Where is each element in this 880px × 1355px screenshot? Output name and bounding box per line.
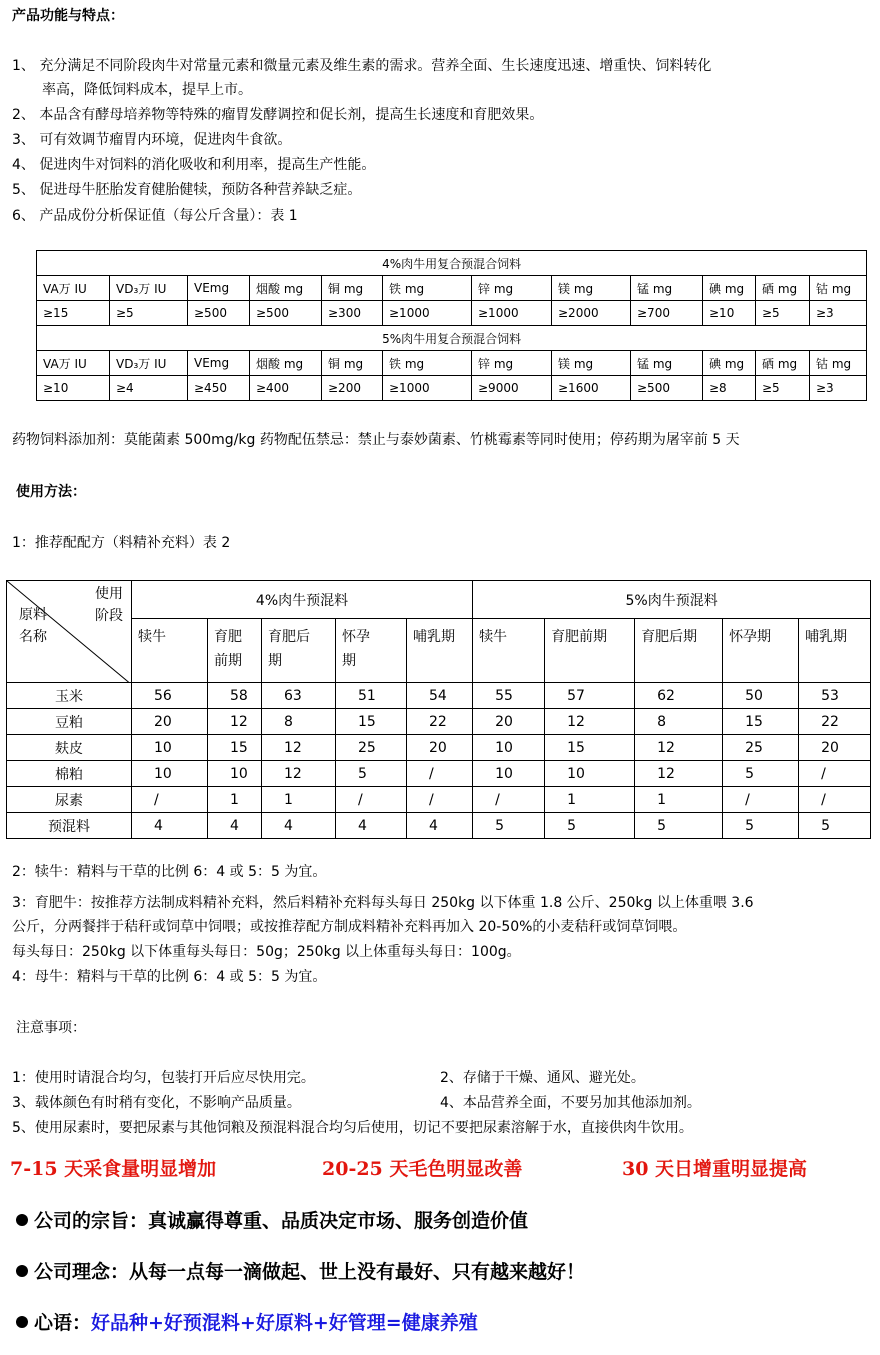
- formula-value-cell: /: [336, 787, 407, 813]
- formula-value-cell: /: [473, 787, 545, 813]
- formula-value-cell: 1: [208, 787, 262, 813]
- formula-value-cell: 10: [545, 761, 635, 787]
- formula-value-cell: 55: [473, 683, 545, 709]
- nutrient-value-row: [37, 376, 867, 401]
- formula-value-cell: /: [132, 787, 208, 813]
- formula-value-cell: 10: [473, 761, 545, 787]
- formula-value-cell: /: [799, 761, 871, 787]
- nutrient-value-cell: ≥5: [110, 301, 188, 326]
- precaution-4: 4、本品营养全面，不要另加其他添加剂。: [440, 1095, 701, 1111]
- material-name-cell: 麸皮: [7, 735, 132, 761]
- nutrient-value-cell: ≥3: [810, 376, 867, 401]
- words-label: 心语：: [34, 1312, 92, 1334]
- nutrient-value-cell: ≥8: [703, 376, 756, 401]
- formula-value-cell: 1: [262, 787, 336, 813]
- feature-item-5: 5、 促进母牛胚胎发育健胎健犊，预防各种营养缺乏症。: [12, 182, 362, 198]
- formula-value-cell: 20: [799, 735, 871, 761]
- feature-item-1: 1、 充分满足不同阶段肉牛对常量元素和微量元素及维生素的需求。营养全面、生长速度迅速、增重快、饲料转化: [12, 58, 712, 74]
- formula-value-cell: /: [723, 787, 799, 813]
- nutrient-value-cell: ≥500: [188, 301, 250, 326]
- nutrient-value-cell: ≥1000: [472, 301, 552, 326]
- table-row: [7, 761, 871, 787]
- formula-value-cell: 4: [407, 813, 473, 839]
- tenet-text: 真诚赢得尊重、品质决定市场、服务创造价值: [148, 1210, 529, 1232]
- nutrient-value-cell: ≥1600: [552, 376, 631, 401]
- stage-header-cell: 犊牛: [132, 619, 208, 683]
- nutrient-header-cell: 钴 mg: [810, 351, 867, 376]
- bullet-dot-icon: [16, 1265, 28, 1277]
- nutrient-header-cell: 钴 mg: [810, 276, 867, 301]
- corner-label-stage: 使用 阶段: [95, 586, 123, 624]
- formula-value-cell: 5: [723, 813, 799, 839]
- nutrient-header-cell: 烟酸 mg: [250, 351, 322, 376]
- formula-value-cell: 4: [208, 813, 262, 839]
- precaution-2: 2、存储于干燥、通风、避光处。: [440, 1070, 645, 1086]
- formula-value-cell: 20: [473, 709, 545, 735]
- formula-value-cell: 10: [473, 735, 545, 761]
- nutrient-value-cell: ≥200: [322, 376, 383, 401]
- formula-value-cell: 22: [799, 709, 871, 735]
- stage-header-cell: 哺乳期: [407, 619, 473, 683]
- formula-value-cell: 5: [723, 761, 799, 787]
- formula-value-cell: 4: [262, 813, 336, 839]
- words-text: 好品种+好预混料+好原料+好管理=健康养殖: [91, 1312, 478, 1334]
- nutrient-value-cell: ≥700: [631, 301, 703, 326]
- formula-value-cell: 25: [723, 735, 799, 761]
- formula-value-cell: 4: [132, 813, 208, 839]
- formula-value-cell: 51: [336, 683, 407, 709]
- nutrient-header-cell: VA万 IU: [37, 351, 110, 376]
- formula-value-cell: 10: [132, 735, 208, 761]
- formula-value-cell: 22: [407, 709, 473, 735]
- nutrient-value-cell: ≥1000: [383, 376, 472, 401]
- nutrient-header-cell: 硒 mg: [756, 351, 810, 376]
- formula-value-cell: 56: [132, 683, 208, 709]
- nutrient-header-cell: 烟酸 mg: [250, 276, 322, 301]
- stage-header-cell: 育肥 前期: [208, 619, 262, 683]
- nutrient-header-cell: VD₃万 IU: [110, 276, 188, 301]
- precaution-5: 5、使用尿素时，要把尿素与其他饲粮及预混料混合均匀后使用，切记不要把尿素溶解于水，直接供肉牛饮用。: [12, 1120, 693, 1136]
- formula-value-cell: 12: [635, 761, 723, 787]
- nutrient-header-cell: 锰 mg: [631, 276, 703, 301]
- formula-value-cell: 20: [407, 735, 473, 761]
- highlight-gain: 30 天日增重明显提高: [622, 1158, 808, 1180]
- formula-value-cell: 15: [208, 735, 262, 761]
- bullet-dot-icon: [16, 1214, 28, 1226]
- nutrient-table: [36, 250, 867, 401]
- feature-item-2: 2、 本品含有酵母培养物等特殊的瘤胃发酵调控和促长剂，提高生长速度和育肥效果。: [12, 107, 544, 123]
- nutrient-value-cell: ≥1000: [383, 301, 472, 326]
- stage-header-cell: 怀孕 期: [336, 619, 407, 683]
- formula-value-cell: 12: [545, 709, 635, 735]
- table-row: [7, 735, 871, 761]
- nutrient-header-row: [37, 351, 867, 376]
- formula-value-cell: /: [407, 787, 473, 813]
- formula-value-cell: 8: [635, 709, 723, 735]
- usage-note-4: 4：母牛：精料与干草的比例 6：4 或 5：5 为宜。: [12, 969, 327, 985]
- features-heading: 产品功能与特点：: [12, 8, 124, 24]
- nutrient-value-cell: ≥4: [110, 376, 188, 401]
- nutrient-header-cell: 锌 mg: [472, 276, 552, 301]
- nutrient-header-cell: VD₃万 IU: [110, 351, 188, 376]
- feature-item-4: 4、 促进肉牛对饲料的消化吸收和利用率，提高生产性能。: [12, 157, 376, 173]
- nutrient-header-cell: 锌 mg: [472, 351, 552, 376]
- nutrient-header-cell: 镁 mg: [552, 351, 631, 376]
- formula-value-cell: 5: [635, 813, 723, 839]
- formula-value-cell: 5: [799, 813, 871, 839]
- stage-header-cell: 怀孕期: [723, 619, 799, 683]
- nutrient-value-cell: ≥400: [250, 376, 322, 401]
- formula-value-cell: 25: [336, 735, 407, 761]
- usage-note-3-cont: 公斤，分两餐拌于秸秆或饲草中饲喂；或按推荐配方制成料精补充料再加入 20-50%的小麦秸秆或饲草饲喂。: [12, 919, 687, 935]
- nutrient-value-cell: ≥9000: [472, 376, 552, 401]
- nutrient-value-cell: ≥2000: [552, 301, 631, 326]
- nutrient-value-cell: ≥300: [322, 301, 383, 326]
- formula-value-cell: 8: [262, 709, 336, 735]
- formula-value-cell: 5: [545, 813, 635, 839]
- formula-value-cell: /: [407, 761, 473, 787]
- formula-value-cell: 5: [336, 761, 407, 787]
- formula-value-cell: 20: [132, 709, 208, 735]
- nutrient-header-cell: 镁 mg: [552, 276, 631, 301]
- table-row: [7, 787, 871, 813]
- formula-value-cell: 12: [262, 735, 336, 761]
- nutrient-header-cell: 铜 mg: [322, 276, 383, 301]
- nutrient-value-cell: ≥5: [756, 301, 810, 326]
- tenet-label: 公司的宗旨：: [34, 1210, 149, 1232]
- group-header-5pct: 5%肉牛预混料: [473, 581, 871, 619]
- feature-item-6: 6、 产品成份分析保证值（每公斤含量）：表 1: [12, 208, 298, 224]
- nutrient-header-cell: 铁 mg: [383, 276, 472, 301]
- nutrient-header-cell: 碘 mg: [703, 351, 756, 376]
- stage-header-cell: 育肥前期: [545, 619, 635, 683]
- feature-item-1-cont: 率高，降低饲料成本，提早上市。: [42, 82, 252, 98]
- bullet-dot-icon: [16, 1316, 28, 1328]
- nutrient-header-row: [37, 276, 867, 301]
- nutrient-header-cell: VA万 IU: [37, 276, 110, 301]
- nutrient-header-cell: VEmg: [188, 351, 250, 376]
- material-name-cell: 玉米: [7, 683, 132, 709]
- words-line: [16, 1308, 478, 1335]
- formula-value-cell: 1: [635, 787, 723, 813]
- formula-value-cell: 62: [635, 683, 723, 709]
- usage-note-3: 3：育肥牛：按推荐方法制成料精补充料，然后料精补充料每头每日 250kg 以下体重 1.8 公斤、250kg 以上体重喂 3.6: [12, 895, 754, 911]
- formula-value-cell: 10: [208, 761, 262, 787]
- nutrient-header-cell: 锰 mg: [631, 351, 703, 376]
- formula-value-cell: 15: [545, 735, 635, 761]
- tenet-line: [16, 1206, 528, 1233]
- nutrient-header-cell: 铁 mg: [383, 351, 472, 376]
- nutrient-section-title: 5%肉牛用复合预混合饲料: [37, 326, 867, 351]
- nutrient-value-cell: ≥3: [810, 301, 867, 326]
- additive-note: 药物饲料添加剂：莫能菌素 500mg/kg 药物配伍禁忌：禁止与泰妙菌素、竹桃霉素等同时使用；停药期为屠宰前 5 天: [12, 432, 740, 448]
- material-name-cell: 棉粕: [7, 761, 132, 787]
- nutrient-value-cell: ≥5: [756, 376, 810, 401]
- stage-header-cell: 育肥后期: [635, 619, 723, 683]
- nutrient-value-cell: ≥15: [37, 301, 110, 326]
- stage-header-cell: 犊牛: [473, 619, 545, 683]
- precaution-3: 3、载体颜色有时稍有变化，不影响产品质量。: [12, 1095, 301, 1111]
- formula-table: [6, 580, 871, 839]
- table2-caption: 1：推荐配配方（料精补充料）表 2: [12, 535, 231, 551]
- idea-text: 从每一点每一滴做起、世上没有最好、只有越来越好！: [129, 1261, 586, 1283]
- formula-value-cell: 1: [545, 787, 635, 813]
- formula-value-cell: 12: [208, 709, 262, 735]
- nutrient-value-cell: ≥10: [37, 376, 110, 401]
- corner-label-material: 原料 名称: [19, 607, 47, 645]
- formula-value-cell: 10: [132, 761, 208, 787]
- nutrient-value-row: [37, 301, 867, 326]
- formula-value-cell: 4: [336, 813, 407, 839]
- formula-value-cell: 15: [336, 709, 407, 735]
- nutrient-header-cell: 碘 mg: [703, 276, 756, 301]
- nutrient-header-cell: 硒 mg: [756, 276, 810, 301]
- stage-header-cell: 育肥后 期: [262, 619, 336, 683]
- idea-line: [16, 1257, 585, 1284]
- nutrient-header-cell: 铜 mg: [322, 351, 383, 376]
- formula-value-cell: 54: [407, 683, 473, 709]
- stage-header-cell: 哺乳期: [799, 619, 871, 683]
- nutrient-value-cell: ≥500: [631, 376, 703, 401]
- highlight-appetite: 7-15 天采食量明显增加: [10, 1158, 217, 1180]
- formula-value-cell: /: [799, 787, 871, 813]
- material-name-cell: 豆粕: [7, 709, 132, 735]
- group-header-4pct: 4%肉牛预混料: [132, 581, 473, 619]
- highlight-coat: 20-25 天毛色明显改善: [322, 1158, 523, 1180]
- formula-value-cell: 12: [635, 735, 723, 761]
- nutrient-value-cell: ≥500: [250, 301, 322, 326]
- formula-value-cell: 50: [723, 683, 799, 709]
- usage-note-daily: 每头每日：250kg 以下体重每头每日：50g；250kg 以上体重每头每日：100g。: [12, 944, 521, 960]
- material-name-cell: 尿素: [7, 787, 132, 813]
- formula-value-cell: 63: [262, 683, 336, 709]
- nutrient-header-cell: VEmg: [188, 276, 250, 301]
- formula-value-cell: 58: [208, 683, 262, 709]
- nutrient-value-cell: ≥450: [188, 376, 250, 401]
- nutrient-section-title: 4%肉牛用复合预混合饲料: [37, 251, 867, 276]
- formula-value-cell: 15: [723, 709, 799, 735]
- formula-value-cell: 5: [473, 813, 545, 839]
- nutrient-value-cell: ≥10: [703, 301, 756, 326]
- idea-label: 公司理念：: [34, 1261, 130, 1283]
- usage-heading: 使用方法：: [16, 484, 86, 500]
- formula-value-cell: 53: [799, 683, 871, 709]
- formula-value-cell: 12: [262, 761, 336, 787]
- table-row: [7, 683, 871, 709]
- precautions-heading: 注意事项：: [16, 1020, 86, 1036]
- feature-item-3: 3、 可有效调节瘤胃内环境，促进肉牛食欲。: [12, 132, 292, 148]
- formula-value-cell: 57: [545, 683, 635, 709]
- table2-corner-cell: [7, 581, 132, 683]
- precaution-1: 1：使用时请混合均匀，包装打开后应尽快用完。: [12, 1070, 315, 1086]
- table-row: [7, 709, 871, 735]
- table-row: [7, 813, 871, 839]
- usage-note-2: 2：犊牛：精料与干草的比例 6：4 或 5：5 为宜。: [12, 864, 327, 880]
- material-name-cell: 预混料: [7, 813, 132, 839]
